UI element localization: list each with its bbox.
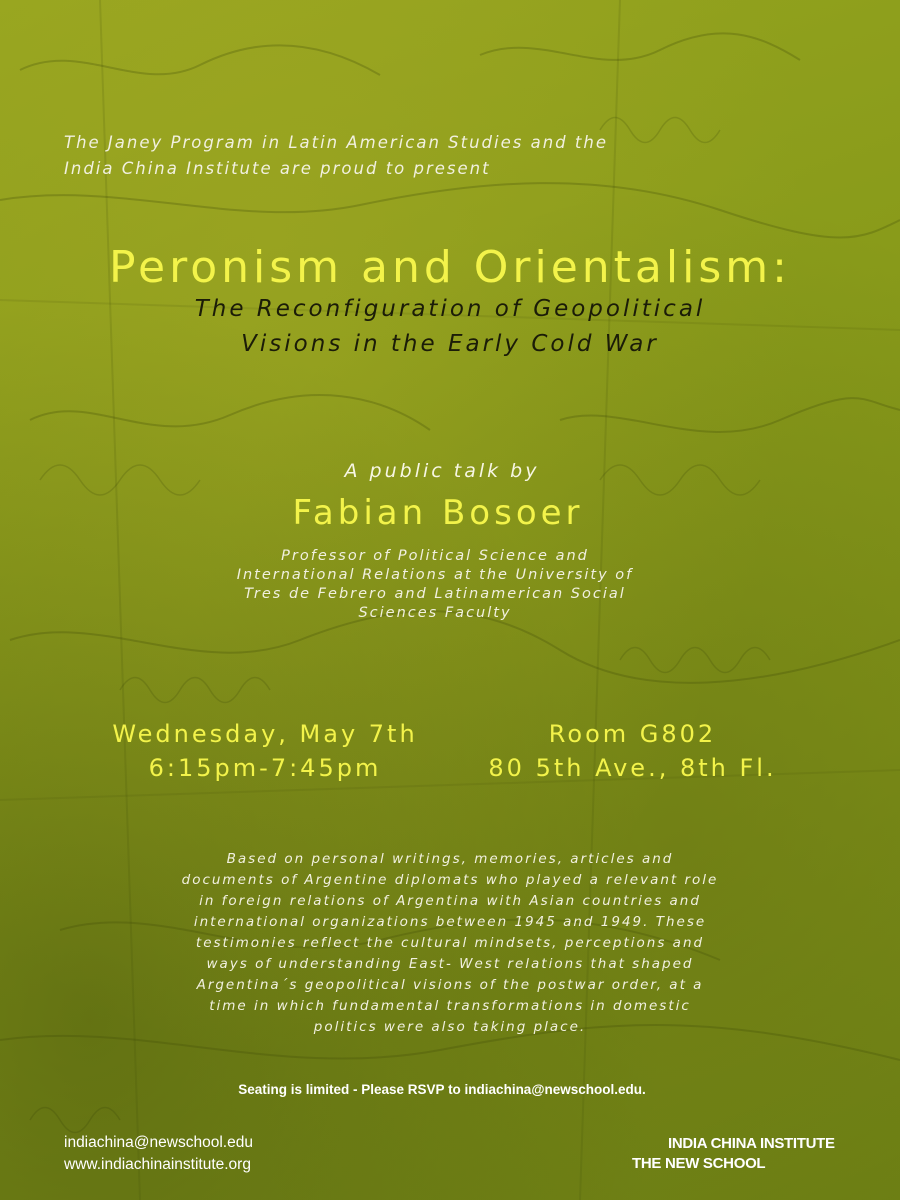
abstract-line: Based on personal writings, memories, articles and [226, 851, 674, 867]
event-room: Room G802 [548, 720, 717, 748]
event-location [460, 717, 805, 785]
abstract-line: ways of understanding East- West relations that shaped [206, 956, 694, 972]
affiliation-line: International Relations at the University of [236, 567, 634, 583]
abstract-line: international organizations between 1945 and 1949. These [193, 914, 707, 930]
abstract-line: in foreign relations of Argentina with Asian countries and [199, 893, 701, 909]
rsvp-notice: Seating is limited - Please RSVP to indiachina@newschool.edu. [238, 1082, 646, 1097]
affiliation-line: Sciences Faculty [358, 605, 512, 621]
intro-line: The Janey Program in Latin American Studies and the [64, 133, 608, 152]
event-title: Peronism and Orientalism: [109, 242, 791, 293]
subtitle-line: Visions in the Early Cold War [241, 331, 659, 357]
event-datetime [80, 717, 450, 785]
talk-abstract [0, 849, 900, 1038]
institute-logo [632, 1134, 842, 1174]
abstract-line: Argentina´s geopolitical visions of the postwar order, at a [196, 977, 704, 993]
talk-lead: A public talk by [344, 460, 540, 482]
speaker-name: Fabian Bosoer [292, 493, 584, 533]
abstract-line: documents of Argentine diplomats who played a relevant role [181, 872, 719, 888]
speaker-affiliation [0, 547, 870, 623]
logo-line: INDIA CHINA INSTITUTE [668, 1135, 835, 1152]
event-time: 6:15pm-7:45pm [148, 754, 382, 782]
abstract-line: time in which fundamental transformations in domestic [209, 998, 691, 1014]
abstract-line: politics were also taking place. [313, 1019, 587, 1035]
affiliation-line: Professor of Political Science and [281, 548, 589, 564]
contact-info [64, 1132, 253, 1176]
contact-website[interactable]: www.indiachinainstitute.org [64, 1156, 251, 1173]
event-date: Wednesday, May 7th [112, 720, 418, 748]
affiliation-line: Tres de Febrero and Latinamerican Social [244, 586, 626, 602]
event-address: 80 5th Ave., 8th Fl. [488, 754, 777, 782]
logo-line: THE NEW SCHOOL [632, 1155, 766, 1172]
event-subtitle [0, 292, 900, 362]
abstract-line: testimonies reflect the cultural mindsets, perceptions and [195, 935, 705, 951]
subtitle-line: The Reconfiguration of Geopolitical [194, 296, 706, 322]
contact-email[interactable]: indiachina@newschool.edu [64, 1134, 253, 1151]
presenting-organizations [64, 130, 764, 182]
intro-line: India China Institute are proud to present [64, 159, 491, 178]
